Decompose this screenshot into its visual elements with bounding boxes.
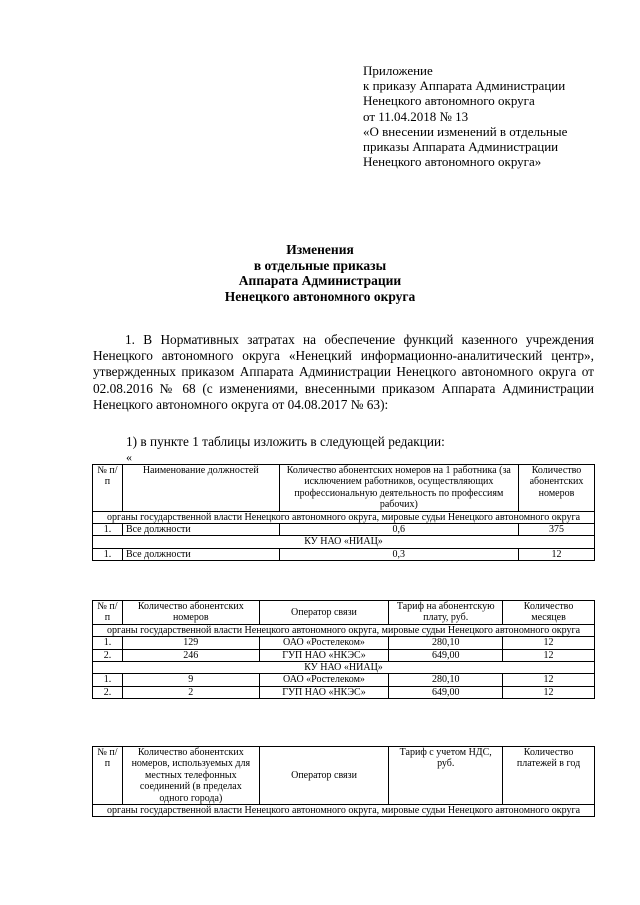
title-line: Ненецкого автономного округа — [224, 288, 416, 304]
table-group-row — [93, 511, 595, 523]
title-line: Изменения — [286, 242, 354, 257]
cell: 1. — [93, 674, 123, 686]
header-cell: № п/п — [93, 465, 123, 512]
table-header-row — [93, 747, 595, 805]
cell: 12 — [503, 686, 595, 698]
group-cell: КУ НАО «НИАЦ» — [93, 662, 595, 674]
paragraph-1-text: 1. В Нормативных затратах на обеспечение функций казенного учреждения Ненецкого автономного округа «Ненецкий информационно-аналитический центр», утвержденных приказом Аппарата Администрации Ненецкого автономного округа от 02.08.2016 № 68 (с изменениями, внесенными приказом Аппарата Администрации Ненецкого автономного округа от 04.08.2017 № 63): — [93, 332, 594, 412]
cell: 12 — [503, 674, 595, 686]
subitem-1: 1) в пункте 1 таблицы изложить в следующей редакции: — [126, 434, 445, 449]
table-group-row — [93, 662, 595, 674]
cell: 1. — [93, 637, 123, 649]
header-cell: Тариф с учетом НДС, руб. — [389, 747, 503, 805]
header-cell: № п/п — [93, 601, 123, 625]
cell: 12 — [503, 637, 595, 649]
cell: 280,10 — [389, 637, 503, 649]
cell: 2. — [93, 649, 123, 661]
cell: 0,6 — [279, 524, 518, 536]
table-row — [93, 548, 595, 560]
header-cell: Наименование должностей — [122, 465, 279, 512]
table-row — [93, 686, 595, 698]
cell: 12 — [503, 649, 595, 661]
table-header-row — [93, 465, 595, 512]
table-group-row — [93, 624, 595, 636]
table-row — [93, 649, 595, 661]
table-group-row — [93, 805, 595, 817]
header-cell: Количество месяцев — [503, 601, 595, 625]
table-positions — [92, 464, 595, 561]
table-header-row — [93, 601, 595, 625]
cell: 9 — [122, 674, 259, 686]
cell: ОАО «Ростелеком» — [259, 637, 389, 649]
cell: ГУП НАО «НКЭС» — [259, 686, 389, 698]
appendix-line: Ненецкого автономного округа — [363, 93, 535, 109]
cell: 1. — [93, 548, 123, 560]
appendix-line: к приказу Аппарата Администрации — [363, 78, 566, 94]
header-cell: Оператор связи — [259, 601, 389, 625]
appendix-line: Приложение — [363, 63, 433, 78]
table-row — [93, 524, 595, 536]
appendix-block — [363, 63, 623, 169]
title-line: Аппарата Администрации — [238, 273, 402, 289]
cell: 280,10 — [389, 674, 503, 686]
cell: 2. — [93, 686, 123, 698]
header-cell: Количество абонентских номеров — [122, 601, 259, 625]
group-cell: КУ НАО «НИАЦ» — [93, 536, 595, 548]
cell: 649,00 — [389, 686, 503, 698]
header-cell: Тариф на абонентскую плату, руб. — [389, 601, 503, 625]
table-row — [93, 637, 595, 649]
table-row — [93, 674, 595, 686]
header-cell: Количество абонентских номеров — [519, 465, 595, 512]
cell: 129 — [122, 637, 259, 649]
header-cell: Количество абонентских номеров, используемых для местных телефонных соединений (в пределах одного города) — [122, 747, 259, 805]
cell: Все должности — [122, 548, 279, 560]
document-title — [0, 242, 640, 304]
table-numbers-operators — [92, 600, 595, 699]
appendix-line: «О внесении изменений в отдельные — [363, 123, 568, 139]
group-cell: органы государственной власти Ненецкого автономного округа, мировые судьи Ненецкого автономного округа — [93, 624, 595, 636]
cell: 12 — [519, 548, 595, 560]
table-group-row — [93, 536, 595, 548]
header-cell: № п/п — [93, 747, 123, 805]
header-cell: Количество абонентских номеров на 1 работника (за исключением работников, осуществляющих профессиональную деятельность по профессиям рабочих) — [279, 465, 518, 512]
group-cell: органы государственной власти Ненецкого автономного округа, мировые судьи Ненецкого автономного округа — [93, 805, 595, 817]
cell: ГУП НАО «НКЭС» — [259, 649, 389, 661]
cell: 2 — [122, 686, 259, 698]
header-cell: Количество платежей в год — [503, 747, 595, 805]
cell: 649,00 — [389, 649, 503, 661]
cell: 375 — [519, 524, 595, 536]
cell: 1. — [93, 524, 123, 536]
appendix-line: приказы Аппарата Администрации — [363, 139, 559, 155]
cell: Все должности — [122, 524, 279, 536]
open-quote: « — [126, 450, 132, 464]
appendix-line: Ненецкого автономного округа» — [363, 154, 542, 170]
cell: 246 — [122, 649, 259, 661]
cell: ОАО «Ростелеком» — [259, 674, 389, 686]
appendix-line: от 11.04.2018 № 13 — [363, 108, 469, 124]
title-line: в отдельные приказы — [253, 257, 387, 273]
header-cell: Оператор связи — [259, 747, 389, 805]
paragraph-1 — [93, 332, 594, 413]
cell: 0,3 — [279, 548, 518, 560]
group-cell: органы государственной власти Ненецкого автономного округа, мировые судьи Ненецкого автономного округа — [93, 511, 595, 523]
table-local-calls — [92, 746, 595, 817]
